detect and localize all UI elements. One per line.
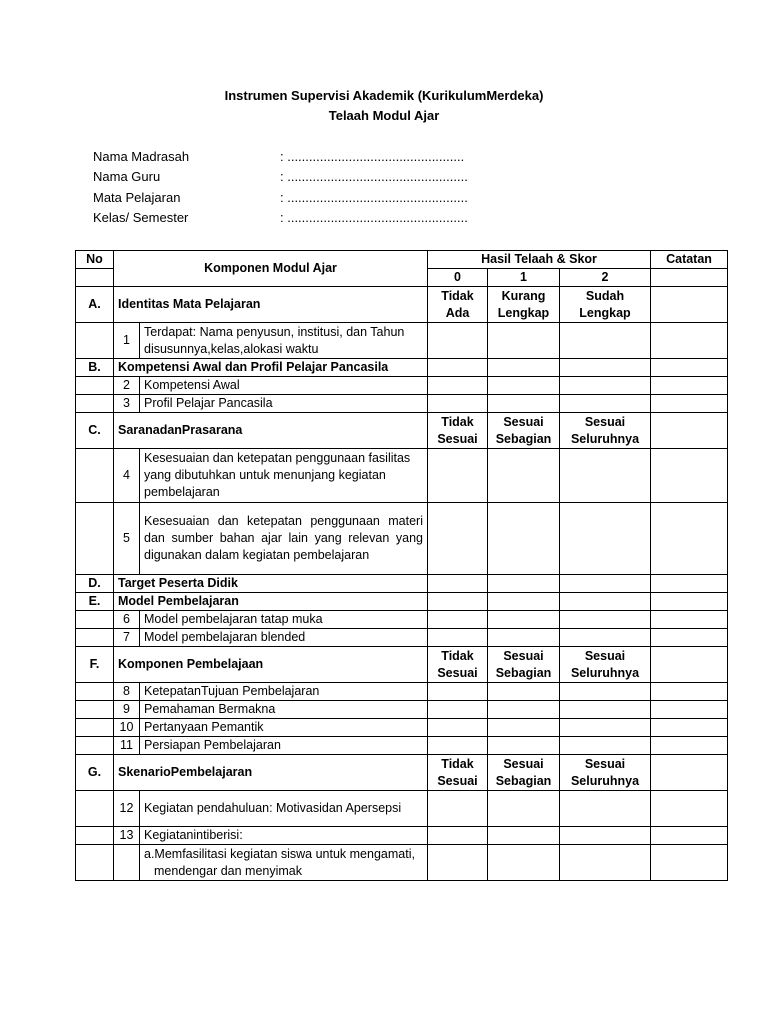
item-row-10 bbox=[76, 719, 728, 737]
item-number: 4 bbox=[114, 449, 140, 503]
item-number: 12 bbox=[114, 791, 140, 827]
info-value-field: : .................................................. bbox=[280, 169, 468, 184]
catatan-cell[interactable] bbox=[651, 449, 728, 503]
score-cell-2[interactable] bbox=[560, 575, 651, 593]
score-cell-2[interactable] bbox=[560, 395, 651, 413]
info-label: Nama Madrasah bbox=[93, 149, 190, 164]
catatan-cell[interactable] bbox=[651, 593, 728, 611]
score-cell-2[interactable] bbox=[560, 611, 651, 629]
item-text: Kegiatanintiberisi: bbox=[140, 827, 428, 845]
section-letter: A. bbox=[76, 287, 114, 323]
item-row-3 bbox=[76, 395, 728, 413]
section-row-b bbox=[76, 359, 728, 377]
score-cell-2[interactable] bbox=[560, 359, 651, 377]
catatan-cell[interactable] bbox=[651, 647, 728, 683]
letter-blank bbox=[76, 845, 114, 881]
item-number: 7 bbox=[114, 629, 140, 647]
catatan-cell[interactable] bbox=[651, 827, 728, 845]
document-subtitle: Telaah Modul Ajar bbox=[328, 108, 440, 123]
catatan-cell[interactable] bbox=[651, 683, 728, 701]
item-number: 11 bbox=[114, 737, 140, 755]
catatan-cell[interactable] bbox=[651, 611, 728, 629]
score-label-1: Sesuai Sebagian bbox=[488, 413, 560, 449]
score-cell-0[interactable] bbox=[428, 827, 488, 845]
item-text: Persiapan Pembelajaran bbox=[140, 737, 428, 755]
score-label-0: Tidak Sesuai bbox=[428, 647, 488, 683]
score-cell-0[interactable] bbox=[428, 575, 488, 593]
score-cell-2[interactable] bbox=[560, 449, 651, 503]
score-label-2: Sesuai Seluruhnya bbox=[560, 647, 651, 683]
item-row-8 bbox=[76, 683, 728, 701]
item-text: a.Memfasilitasi kegiatan siswa untuk mengamati, mendengar dan menyimak bbox=[140, 845, 428, 881]
info-label: Nama Guru bbox=[93, 169, 161, 184]
section-title: Model Pembelajaran bbox=[114, 593, 428, 611]
score-cell-1[interactable] bbox=[488, 791, 560, 827]
document-title: Instrumen Supervisi Akademik (KurikulumMerdeka) bbox=[224, 88, 544, 103]
catatan-cell[interactable] bbox=[651, 575, 728, 593]
section-letter: G. bbox=[76, 755, 114, 791]
info-row-mapel bbox=[93, 190, 468, 205]
score-cell-2[interactable] bbox=[560, 503, 651, 575]
info-row-kelas bbox=[93, 210, 468, 225]
section-row-g bbox=[76, 755, 728, 791]
item-number: 6 bbox=[114, 611, 140, 629]
item-text: Model pembelajaran blended bbox=[140, 629, 428, 647]
item-row-5 bbox=[76, 503, 728, 575]
item-number: 2 bbox=[114, 377, 140, 395]
score-cell-2[interactable] bbox=[560, 791, 651, 827]
score-cell-1[interactable] bbox=[488, 503, 560, 575]
section-title: SaranadanPrasarana bbox=[114, 413, 428, 449]
item-row-2 bbox=[76, 377, 728, 395]
score-cell-2[interactable] bbox=[560, 701, 651, 719]
letter-blank bbox=[76, 629, 114, 647]
score-cell-0[interactable] bbox=[428, 683, 488, 701]
item-row-4 bbox=[76, 449, 728, 503]
score-cell-1[interactable] bbox=[488, 575, 560, 593]
header-score-2: 2 bbox=[560, 269, 651, 287]
section-letter: B. bbox=[76, 359, 114, 377]
catatan-cell[interactable] bbox=[651, 503, 728, 575]
item-row-9 bbox=[76, 701, 728, 719]
item-text: Model pembelajaran tatap muka bbox=[140, 611, 428, 629]
score-cell-0[interactable] bbox=[428, 719, 488, 737]
catatan-cell[interactable] bbox=[651, 755, 728, 791]
letter-blank bbox=[76, 503, 114, 575]
score-cell-0[interactable] bbox=[428, 611, 488, 629]
score-cell-2[interactable] bbox=[560, 377, 651, 395]
score-cell-2[interactable] bbox=[560, 719, 651, 737]
letter-blank bbox=[76, 611, 114, 629]
section-title: Identitas Mata Pelajaran bbox=[114, 287, 428, 323]
score-cell-0[interactable] bbox=[428, 359, 488, 377]
item-text: Kompetensi Awal bbox=[140, 377, 428, 395]
catatan-cell[interactable] bbox=[651, 359, 728, 377]
score-label-0: Tidak Sesuai bbox=[428, 413, 488, 449]
score-cell-0[interactable] bbox=[428, 737, 488, 755]
info-row-guru bbox=[93, 169, 468, 184]
letter-blank bbox=[76, 827, 114, 845]
item-row-13 bbox=[76, 827, 728, 845]
score-cell-1[interactable] bbox=[488, 737, 560, 755]
score-cell-2[interactable] bbox=[560, 683, 651, 701]
letter-blank bbox=[76, 737, 114, 755]
score-cell-1[interactable] bbox=[488, 845, 560, 881]
item-text: Pertanyaan Pemantik bbox=[140, 719, 428, 737]
section-letter: F. bbox=[76, 647, 114, 683]
item-number: 9 bbox=[114, 701, 140, 719]
info-value-field: : ................................................. bbox=[280, 149, 465, 164]
item-row-6 bbox=[76, 611, 728, 629]
item-text: Pemahaman Bermakna bbox=[140, 701, 428, 719]
item-row-7 bbox=[76, 629, 728, 647]
section-row-d bbox=[76, 575, 728, 593]
score-cell-0[interactable] bbox=[428, 323, 488, 359]
score-cell-0[interactable] bbox=[428, 449, 488, 503]
score-cell-0[interactable] bbox=[428, 377, 488, 395]
section-row-c bbox=[76, 413, 728, 449]
score-label-1: Sesuai Sebagian bbox=[488, 647, 560, 683]
item-number: 5 bbox=[114, 503, 140, 575]
section-row-e bbox=[76, 593, 728, 611]
section-row-f bbox=[76, 647, 728, 683]
score-cell-1[interactable] bbox=[488, 593, 560, 611]
score-cell-1[interactable] bbox=[488, 719, 560, 737]
score-cell-1[interactable] bbox=[488, 395, 560, 413]
score-cell-0[interactable] bbox=[428, 629, 488, 647]
info-label: Kelas/ Semester bbox=[93, 210, 189, 225]
section-title: SkenarioPembelajaran bbox=[114, 755, 428, 791]
item-number: 8 bbox=[114, 683, 140, 701]
letter-blank bbox=[76, 719, 114, 737]
item-text: KetepatanTujuan Pembelajaran bbox=[140, 683, 428, 701]
header-catatan: Catatan bbox=[651, 251, 728, 269]
item-row-12 bbox=[76, 791, 728, 827]
header-no: No bbox=[76, 251, 114, 269]
score-cell-1[interactable] bbox=[488, 683, 560, 701]
score-label-0: Tidak Ada bbox=[428, 287, 488, 323]
score-label-0: Tidak Sesuai bbox=[428, 755, 488, 791]
header-row bbox=[76, 251, 728, 269]
score-cell-1[interactable] bbox=[488, 377, 560, 395]
score-cell-2[interactable] bbox=[560, 629, 651, 647]
info-value-field: : .................................................. bbox=[280, 190, 468, 205]
score-cell-0[interactable] bbox=[428, 845, 488, 881]
score-cell-1[interactable] bbox=[488, 827, 560, 845]
score-cell-0[interactable] bbox=[428, 701, 488, 719]
score-cell-2[interactable] bbox=[560, 593, 651, 611]
score-label-1: Sesuai Sebagian bbox=[488, 755, 560, 791]
score-cell-2[interactable] bbox=[560, 827, 651, 845]
item-row-13a bbox=[76, 845, 728, 881]
header-komponen: Komponen Modul Ajar bbox=[114, 251, 428, 287]
section-title: Komponen Pembelajaan bbox=[114, 647, 428, 683]
score-cell-1[interactable] bbox=[488, 359, 560, 377]
score-cell-0[interactable] bbox=[428, 593, 488, 611]
score-cell-2[interactable] bbox=[560, 737, 651, 755]
catatan-cell[interactable] bbox=[651, 629, 728, 647]
score-cell-0[interactable] bbox=[428, 395, 488, 413]
score-cell-1[interactable] bbox=[488, 323, 560, 359]
header-catatan-blank bbox=[651, 269, 728, 287]
header-no-blank bbox=[76, 269, 114, 287]
catatan-cell[interactable] bbox=[651, 377, 728, 395]
item-row-1 bbox=[76, 323, 728, 359]
catatan-cell[interactable] bbox=[651, 737, 728, 755]
score-cell-1[interactable] bbox=[488, 611, 560, 629]
score-cell-2[interactable] bbox=[560, 323, 651, 359]
item-row-11 bbox=[76, 737, 728, 755]
letter-blank bbox=[76, 449, 114, 503]
item-text: Profil Pelajar Pancasila bbox=[140, 395, 428, 413]
letter-blank bbox=[76, 395, 114, 413]
catatan-cell[interactable] bbox=[651, 395, 728, 413]
catatan-cell[interactable] bbox=[651, 719, 728, 737]
header-hasil: Hasil Telaah & Skor bbox=[428, 251, 651, 269]
header-score-1: 1 bbox=[488, 269, 560, 287]
catatan-cell[interactable] bbox=[651, 791, 728, 827]
score-cell-1[interactable] bbox=[488, 449, 560, 503]
section-row-a bbox=[76, 287, 728, 323]
catatan-cell[interactable] bbox=[651, 845, 728, 881]
item-text: Kegiatan pendahuluan: Motivasidan Apersepsi bbox=[140, 791, 428, 827]
info-label: Mata Pelajaran bbox=[93, 190, 181, 205]
score-cell-2[interactable] bbox=[560, 845, 651, 881]
score-label-2: Sudah Lengkap bbox=[560, 287, 651, 323]
catatan-cell[interactable] bbox=[651, 701, 728, 719]
section-letter: E. bbox=[76, 593, 114, 611]
telaah-table bbox=[75, 250, 728, 881]
item-text: Terdapat: Nama penyusun, institusi, dan Tahun disusunnya,kelas,alokasi waktu bbox=[140, 323, 428, 359]
letter-blank bbox=[76, 701, 114, 719]
score-label-2: Sesuai Seluruhnya bbox=[560, 755, 651, 791]
section-title: Target Peserta Didik bbox=[114, 575, 428, 593]
info-value-field: : .................................................. bbox=[280, 210, 468, 225]
item-text: Kesesuaian dan ketepatan penggunaan fasilitas yang dibutuhkan untuk menunjang kegiatan pembelajaran bbox=[140, 449, 428, 503]
section-letter: D. bbox=[76, 575, 114, 593]
letter-blank bbox=[76, 377, 114, 395]
score-cell-0[interactable] bbox=[428, 791, 488, 827]
item-number bbox=[114, 845, 140, 881]
info-row-madrasah bbox=[93, 149, 464, 164]
item-number: 3 bbox=[114, 395, 140, 413]
score-cell-1[interactable] bbox=[488, 701, 560, 719]
catatan-cell[interactable] bbox=[651, 413, 728, 449]
section-title: Kompetensi Awal dan Profil Pelajar Pancasila bbox=[114, 359, 428, 377]
catatan-cell[interactable] bbox=[651, 323, 728, 359]
score-cell-0[interactable] bbox=[428, 503, 488, 575]
letter-blank bbox=[76, 323, 114, 359]
score-label-1: Kurang Lengkap bbox=[488, 287, 560, 323]
item-text: Kesesuaian dan ketepatan penggunaan materi dan sumber bahan ajar lain yang relevan yang digunakan dalam kegiatan pembelajaran bbox=[140, 503, 428, 575]
score-label-2: Sesuai Seluruhnya bbox=[560, 413, 651, 449]
item-number: 10 bbox=[114, 719, 140, 737]
section-letter: C. bbox=[76, 413, 114, 449]
catatan-cell[interactable] bbox=[651, 287, 728, 323]
item-number: 13 bbox=[114, 827, 140, 845]
header-score-0: 0 bbox=[428, 269, 488, 287]
item-number: 1 bbox=[114, 323, 140, 359]
letter-blank bbox=[76, 791, 114, 827]
letter-blank bbox=[76, 683, 114, 701]
score-cell-1[interactable] bbox=[488, 629, 560, 647]
